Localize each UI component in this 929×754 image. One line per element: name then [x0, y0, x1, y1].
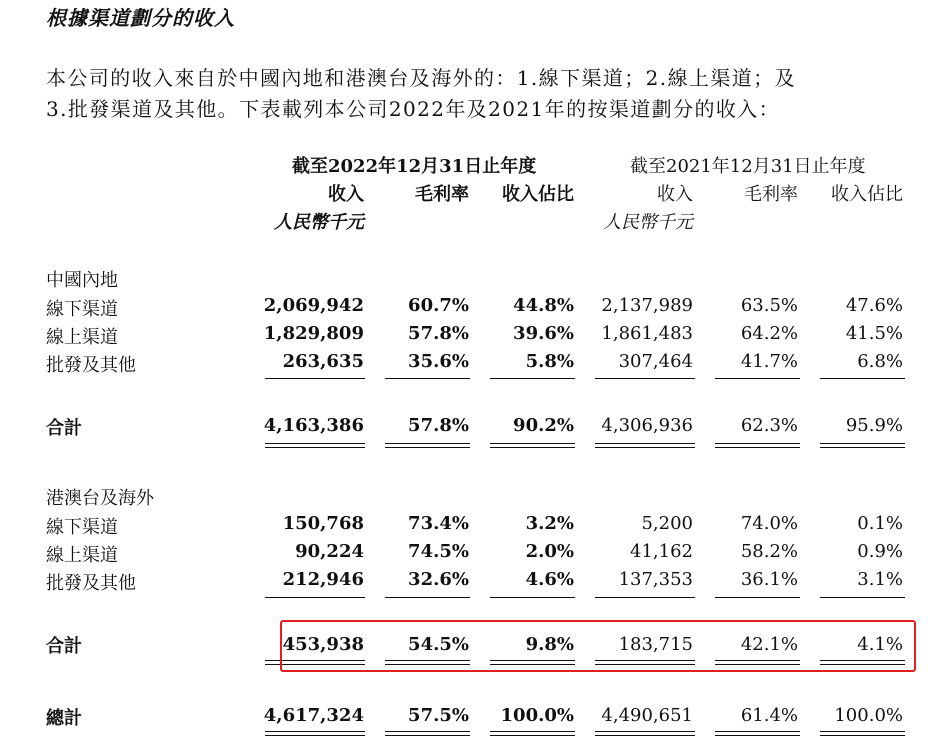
- total-double-rule: [820, 443, 905, 444]
- header-share-2021: 收入佔比: [831, 184, 903, 205]
- cell-share-2021: 41.5%: [845, 323, 903, 344]
- cell-revenue-2022: 2,069,942: [263, 295, 364, 316]
- subtotal-rule: [715, 378, 800, 379]
- cell-share-2022: 2.0%: [525, 541, 574, 562]
- grand-total-double-rule: [715, 735, 800, 736]
- cell-margin-2022: 35.6%: [408, 351, 469, 372]
- highlight-box: [280, 620, 916, 672]
- header-revenue-2022: 收入: [328, 184, 364, 205]
- total-margin-2022: 54.5%: [408, 634, 469, 655]
- cell-share-2021: 3.1%: [857, 569, 903, 590]
- total-margin-2021: 62.3%: [740, 415, 798, 436]
- total-share-2021: 95.9%: [845, 415, 903, 436]
- header-period-2021: 截至2021年12月31日止年度: [630, 156, 866, 177]
- subtotal-rule: [715, 597, 800, 598]
- total-margin-2022: 57.8%: [408, 415, 469, 436]
- total-double-rule: [385, 447, 470, 448]
- grand-total-double-rule: [490, 731, 575, 732]
- total-revenue-2021: 4,306,936: [601, 415, 693, 436]
- cell-share-2021: 47.6%: [845, 295, 903, 316]
- cell-margin-2022: 74.5%: [408, 541, 469, 562]
- cell-margin-2021: 58.2%: [740, 541, 798, 562]
- grand-total-revenue-2022: 4,617,324: [263, 705, 364, 726]
- cell-margin-2022: 32.6%: [408, 569, 469, 590]
- row-label: 線下渠道: [46, 517, 118, 538]
- cell-revenue-2021: 41,162: [630, 541, 693, 562]
- grand-total-double-rule: [820, 731, 905, 732]
- subtotal-rule: [265, 597, 365, 598]
- grand-total-double-rule: [385, 735, 470, 736]
- total-double-rule: [715, 447, 800, 448]
- cell-share-2021: 0.9%: [857, 541, 903, 562]
- cell-revenue-2022: 150,768: [282, 513, 364, 534]
- grand-total-share-2021: 100.0%: [834, 705, 903, 726]
- total-double-rule: [595, 443, 695, 444]
- subtotal-rule: [385, 378, 470, 379]
- total-double-rule: [385, 443, 470, 444]
- cell-share-2021: 0.1%: [857, 513, 903, 534]
- grand-total-double-rule: [715, 731, 800, 732]
- header-unit-2021: 人民幣千元: [603, 212, 693, 233]
- total-double-rule: [265, 443, 365, 444]
- row-label: 線下渠道: [46, 299, 118, 320]
- subtotal-rule: [265, 378, 365, 379]
- grand-total-double-rule: [820, 735, 905, 736]
- total-share-2022: 90.2%: [513, 415, 574, 436]
- cell-revenue-2021: 1,861,483: [601, 323, 693, 344]
- cell-revenue-2021: 2,137,989: [601, 295, 693, 316]
- total-share-2021: 4.1%: [857, 634, 903, 655]
- header-revenue-2021: 收入: [657, 184, 693, 205]
- grand-total-share-2022: 100.0%: [500, 705, 574, 726]
- total-label: 合計: [46, 636, 82, 657]
- row-label: 批發及其他: [46, 573, 136, 594]
- total-double-rule: [715, 443, 800, 444]
- cell-revenue-2022: 90,224: [295, 541, 364, 562]
- total-label: 合計: [46, 418, 82, 439]
- cell-margin-2021: 74.0%: [740, 513, 798, 534]
- cell-revenue-2021: 137,353: [618, 569, 693, 590]
- cell-share-2022: 44.8%: [513, 295, 574, 316]
- total-double-rule: [820, 447, 905, 448]
- cell-revenue-2021: 307,464: [618, 351, 693, 372]
- grand-total-revenue-2021: 4,490,651: [601, 705, 693, 726]
- section-name-overseas: 港澳台及海外: [46, 488, 154, 509]
- total-double-rule: [265, 447, 365, 448]
- grand-total-double-rule: [265, 731, 365, 732]
- total-share-2022: 9.8%: [525, 634, 574, 655]
- header-unit-2022: 人民幣千元: [274, 212, 364, 233]
- cell-margin-2022: 60.7%: [408, 295, 469, 316]
- grand-total-margin-2022: 57.5%: [408, 705, 469, 726]
- cell-margin-2021: 36.1%: [740, 569, 798, 590]
- total-double-rule: [595, 447, 695, 448]
- section-title: 根據渠道劃分的收入: [46, 6, 235, 30]
- cell-share-2022: 39.6%: [513, 323, 574, 344]
- header-share-2022: 收入佔比: [502, 184, 574, 205]
- cell-margin-2022: 57.8%: [408, 323, 469, 344]
- grand-total-double-rule: [490, 735, 575, 736]
- subtotal-rule: [490, 378, 575, 379]
- cell-margin-2021: 63.5%: [740, 295, 798, 316]
- subtotal-rule: [385, 597, 470, 598]
- total-revenue-2022: 4,163,386: [263, 415, 364, 436]
- grand-total-double-rule: [595, 731, 695, 732]
- cell-share-2022: 4.6%: [525, 569, 574, 590]
- total-margin-2021: 42.1%: [740, 634, 798, 655]
- row-label: 線上渠道: [46, 327, 118, 348]
- cell-revenue-2022: 263,635: [282, 351, 364, 372]
- cell-share-2021: 6.8%: [857, 351, 903, 372]
- total-double-rule: [490, 443, 575, 444]
- total-double-rule: [490, 447, 575, 448]
- grand-total-label: 總計: [46, 708, 82, 729]
- grand-total-margin-2021: 61.4%: [740, 705, 798, 726]
- subtotal-rule: [595, 378, 695, 379]
- header-margin-2022: 毛利率: [415, 184, 469, 205]
- cell-revenue-2022: 212,946: [282, 569, 364, 590]
- cell-share-2022: 5.8%: [525, 351, 574, 372]
- subtotal-rule: [820, 597, 905, 598]
- cell-margin-2022: 73.4%: [408, 513, 469, 534]
- total-revenue-2021: 183,715: [618, 634, 693, 655]
- header-margin-2021: 毛利率: [744, 184, 798, 205]
- section-name-mainland: 中國內地: [46, 270, 118, 291]
- intro-line-2: 3.批發渠道及其他。下表載列本公司2022年及2021年的按渠道劃分的收入：: [46, 97, 781, 121]
- subtotal-rule: [595, 597, 695, 598]
- total-revenue-2022: 453,938: [282, 634, 364, 655]
- cell-margin-2021: 41.7%: [740, 351, 798, 372]
- grand-total-double-rule: [265, 735, 365, 736]
- cell-share-2022: 3.2%: [525, 513, 574, 534]
- intro-line-1: 本公司的收入來自於中國內地和港澳台及海外的：1.線下渠道；2.線上渠道；及: [46, 66, 796, 90]
- cell-revenue-2022: 1,829,809: [263, 323, 364, 344]
- row-label: 線上渠道: [46, 545, 118, 566]
- subtotal-rule: [820, 378, 905, 379]
- subtotal-rule: [490, 597, 575, 598]
- row-label: 批發及其他: [46, 355, 136, 376]
- grand-total-double-rule: [595, 735, 695, 736]
- grand-total-double-rule: [385, 731, 470, 732]
- cell-margin-2021: 64.2%: [740, 323, 798, 344]
- header-period-2022: 截至2022年12月31日止年度: [292, 156, 537, 177]
- cell-revenue-2021: 5,200: [641, 513, 693, 534]
